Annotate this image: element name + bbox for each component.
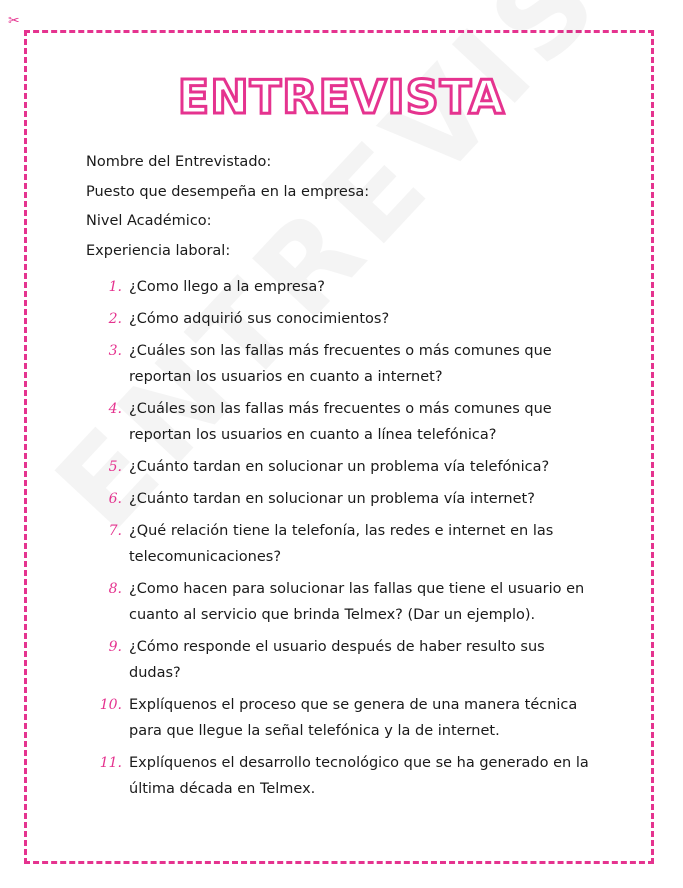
question-item — [96, 486, 596, 512]
question-text: ¿Cómo adquirió sus conocimientos? — [129, 311, 390, 327]
question-number: 3. — [108, 343, 122, 359]
question-text: ¿Cuánto tardan en solucionar un problema vía internet? — [129, 491, 535, 507]
question-number: 11. — [99, 755, 122, 771]
question-text: Explíquenos el proceso que se genera de una manera técnica para que llegue la señal telefónica y la de internet. — [129, 697, 578, 739]
question-item — [96, 454, 596, 480]
question-item — [96, 396, 596, 448]
question-item — [96, 274, 596, 300]
question-item — [96, 306, 596, 332]
question-number: 10. — [99, 697, 122, 713]
field-puesto: Puesto que desempeña en la empresa: — [86, 183, 370, 200]
question-number: 5. — [108, 459, 122, 475]
question-item — [96, 750, 596, 802]
question-text: ¿Como hacen para solucionar las fallas que tiene el usuario en cuanto al servicio que brinda Telmex? (Dar un ejemplo). — [129, 581, 585, 623]
field-nombre: Nombre del Entrevistado: — [86, 154, 272, 170]
question-item — [96, 692, 596, 744]
question-text: ¿Cómo responde el usuario después de haber resulto sus dudas? — [129, 639, 545, 681]
field-nivel: Nivel Académico: — [86, 213, 212, 229]
question-number: 6. — [108, 491, 122, 507]
question-number: 7. — [108, 523, 122, 539]
question-number: 2. — [108, 311, 122, 327]
question-item — [96, 518, 596, 570]
question-item — [96, 634, 596, 686]
field-experiencia: Experiencia laboral: — [86, 242, 231, 259]
scissors-icon: ✂ — [8, 13, 20, 29]
question-number: 4. — [108, 401, 122, 417]
interviewee-fields — [86, 152, 369, 270]
question-number: 1. — [108, 279, 122, 295]
page-title: ENTREVISTA — [177, 70, 506, 124]
question-text: ¿Qué relación tiene la telefonía, las redes e internet en las telecomunicaciones? — [129, 523, 554, 565]
question-text: ¿Como llego a la empresa? — [129, 279, 325, 295]
question-item — [96, 338, 596, 390]
title-container — [0, 70, 683, 124]
question-number: 9. — [108, 639, 122, 655]
question-number: 8. — [108, 581, 122, 597]
question-text: ¿Cuáles son las fallas más frecuentes o más comunes que reportan los usuarios en cuanto a internet? — [129, 343, 552, 385]
question-text: ¿Cuánto tardan en solucionar un problema vía telefónica? — [129, 459, 550, 475]
question-text: ¿Cuáles son las fallas más frecuentes o más comunes que reportan los usuarios en cuanto a línea telefónica? — [129, 401, 552, 443]
question-list — [96, 274, 596, 808]
question-item — [96, 576, 596, 628]
question-text: Explíquenos el desarrollo tecnológico que se ha generado en la última década en Telmex. — [129, 755, 589, 797]
